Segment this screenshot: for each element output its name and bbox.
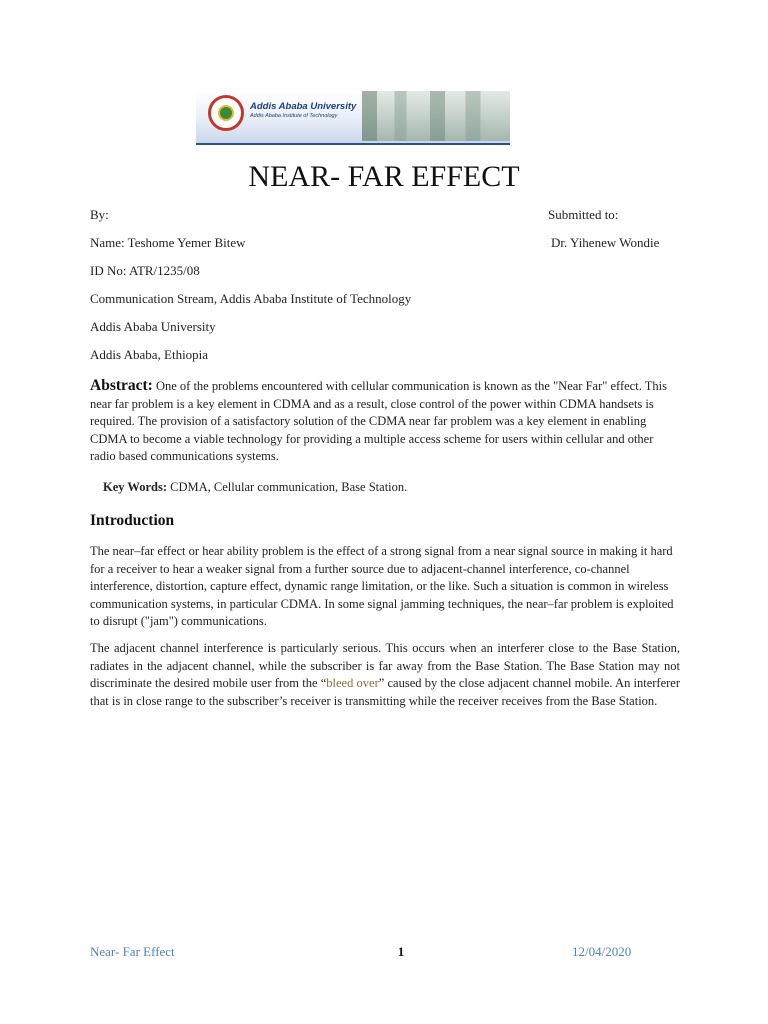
author-city: Addis Ababa, Ethiopia <box>90 347 209 362</box>
abstract-text: One of the problems encountered with cellular communication is known as the "Near Far" effect. This near far problem is a key element in CDMA and as a result, close control of the power within CDMA handsets is required. The provision of a satisfactory solution of the CDMA near far problem was a key element in enabling CDMA to become a viable technology for providing a multiple access scheme for users within cellular and other radio based communications systems. <box>90 379 667 464</box>
introduction-heading: Introduction <box>90 512 175 529</box>
keywords-text: CDMA, Cellular communication, Base Station. <box>170 480 408 494</box>
page-title: NEAR- FAR EFFECT <box>248 160 520 193</box>
author-id: ID No: ATR/1235/08 <box>90 263 200 278</box>
abstract-heading: Abstract: <box>90 377 153 394</box>
keywords-line <box>103 479 693 497</box>
author-stream: Communication Stream, Addis Ababa Institute of Technology <box>90 291 412 306</box>
introduction-paragraph-2 <box>90 640 680 710</box>
by-label: By: <box>90 207 109 222</box>
page-number: 1 <box>397 944 405 959</box>
university-banner <box>196 91 510 145</box>
footer-title: Near- Far Effect <box>90 944 175 959</box>
author-name: Name: Teshome Yemer Bitew <box>90 235 246 250</box>
university-seal-icon <box>208 95 244 131</box>
abstract-paragraph <box>90 377 680 466</box>
supervisor-name: Dr. Yihenew Wondie <box>551 235 660 250</box>
keywords-heading: Key Words: <box>103 480 168 494</box>
author-university: Addis Ababa University <box>90 319 216 334</box>
institute-name: Addis Ababa Institute of Technology <box>250 113 338 119</box>
paragraph-2-end: ” caused by the close adjacent channel mobile. An interferer that is in close range to the subscriber’s receiver is transmitting while the receiver receives from the Base Station. <box>90 676 681 708</box>
bleed-over-term: bleed over <box>326 676 379 691</box>
submitted-to-label: Submitted to: <box>548 207 619 222</box>
university-name: Addis Ababa University <box>250 101 357 112</box>
footer-date: 12/04/2020 <box>572 944 632 959</box>
introduction-paragraph-1: The near–far effect or hear ability problem is the effect of a strong signal from a near signal source in making it hard for a receiver to hear a weaker signal from a further source due to adjacent-channel interference, co-channel interference, distortion, capture effect, dynamic range limitation, or the like. Such a situation is common in wireless communication systems, in particular CDMA. In some signal jamming techniques, the near–far problem is exploited to disrupt ("jam") communications. <box>90 544 674 629</box>
paragraph-2-start: The adjacent channel interference is particularly serious. This occurs when an interferer close to the Base Station, radiates in the adjacent channel, while the subscriber is far away from the Base Station. The Base Station may not discriminate the desired mobile user from the “ <box>90 641 680 691</box>
campus-photo <box>362 91 510 141</box>
